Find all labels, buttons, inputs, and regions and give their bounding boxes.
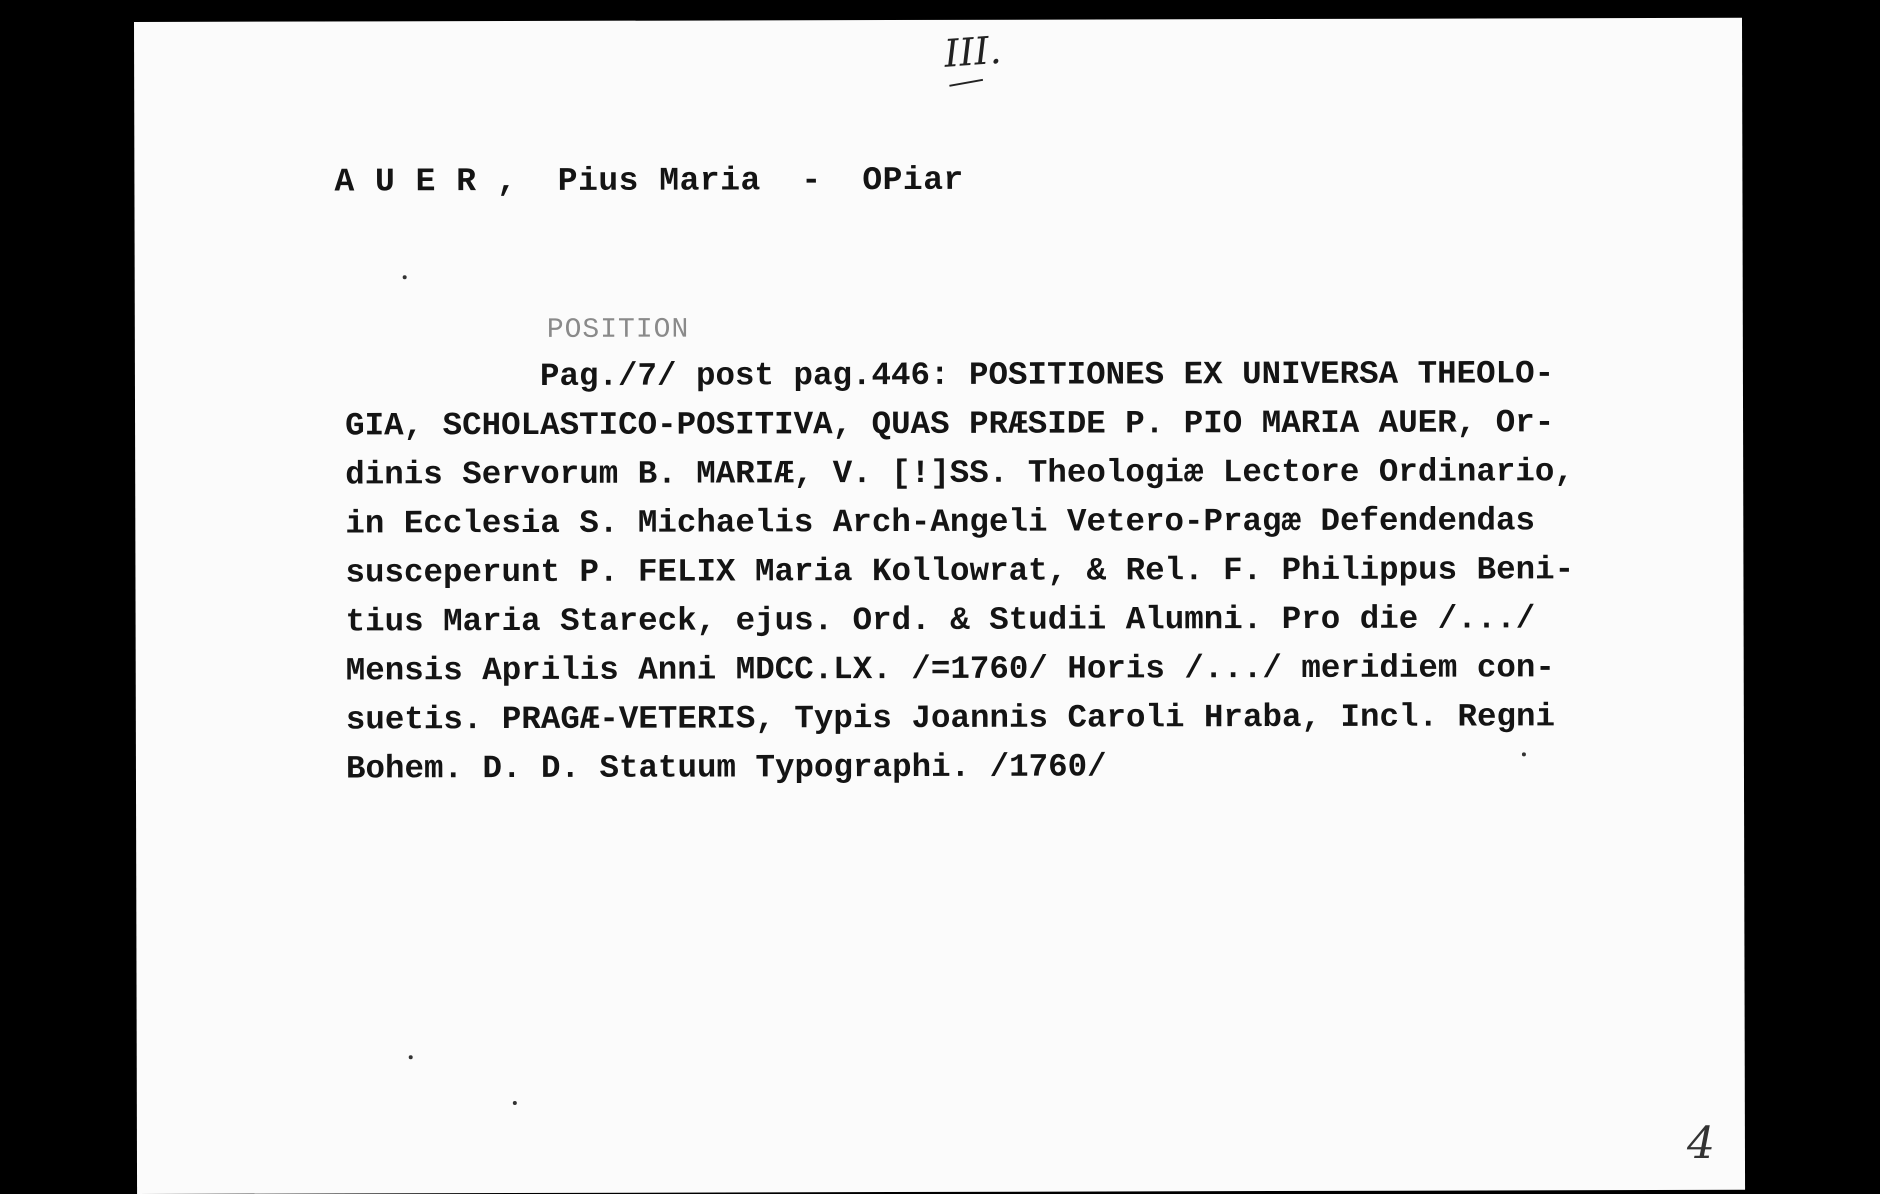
handwritten-underline — [949, 79, 983, 87]
body-line: Mensis Aprilis Anni MDCC.LX. /=1760/ Horis /.../ meridiem con- — [345, 649, 1555, 690]
body-line: Pag./7/ post pag.446: POSITIONES EX UNIVERSA THEOLO- — [344, 355, 1555, 396]
body-line: susceperunt P. FELIX Maria Kollowrat, & Rel. F. Philippus Beni- — [345, 551, 1575, 592]
body-line: tius Maria Stareck, ejus. Ord. & Studii Alumni. Pro die /.../ — [345, 600, 1536, 641]
body-line: GIA, SCHOLASTICO-POSITIVA, QUAS PRÆSIDE P. PIO MARIA AUER, Or- — [345, 404, 1555, 445]
dust-speck — [403, 275, 407, 279]
handwritten-card-number: 4 — [1686, 1117, 1716, 1169]
body-line: in Ecclesia S. Michaelis Arch-Angeli Vetero-Pragæ Defendendas — [345, 502, 1536, 543]
dust-speck — [513, 1101, 517, 1105]
handwritten-roman-numeral: III. — [942, 27, 1003, 76]
body-line: suetis. PRAGÆ-VETERIS, Typis Joannis Caroli Hraba, Incl. Regni — [345, 698, 1556, 739]
catalog-card — [134, 18, 1745, 1194]
author-heading: A U E R , Pius Maria - OPiar — [334, 161, 964, 201]
dust-speck — [1522, 752, 1526, 756]
subject-stamp: POSITION — [546, 314, 690, 346]
body-line: dinis Servorum B. MARIÆ, V. [!]SS. Theologiæ Lectore Ordinario, — [345, 453, 1574, 494]
dust-speck — [409, 1055, 413, 1059]
body-line: Bohem. D. D. Statuum Typographi. /1760/ — [345, 748, 1107, 788]
card-body-text — [344, 354, 1726, 788]
